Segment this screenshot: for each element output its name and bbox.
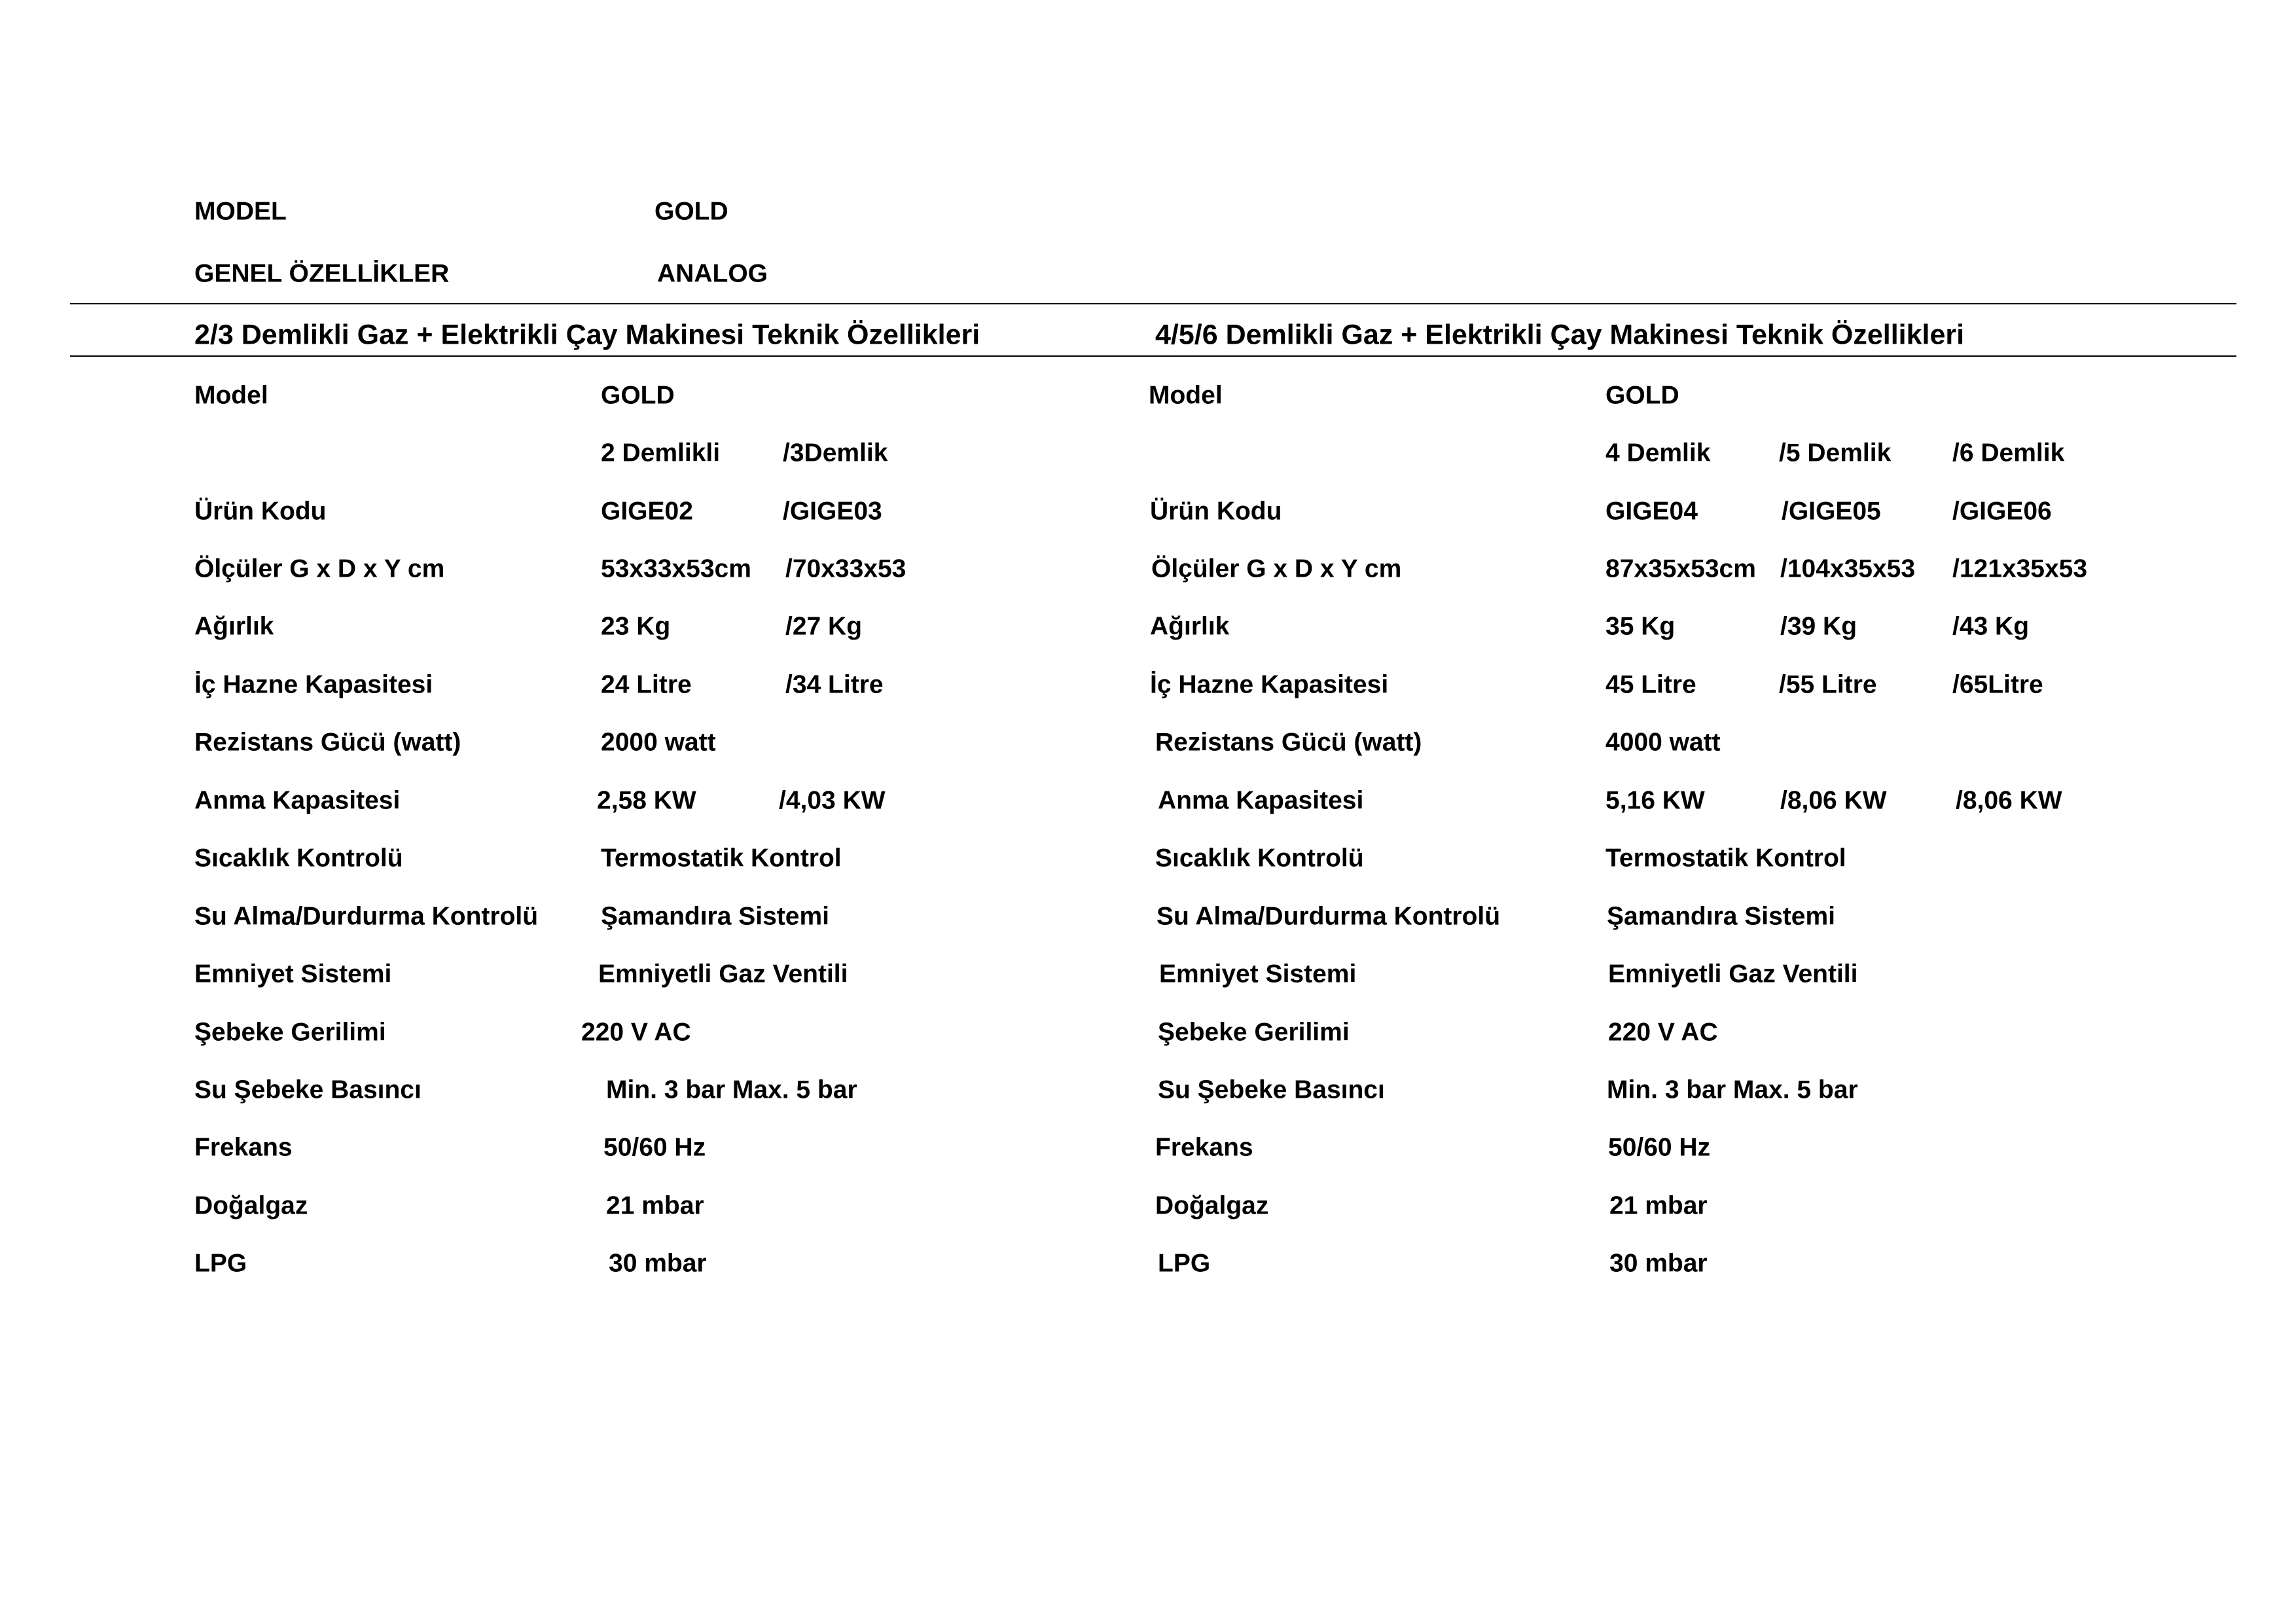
left-row-value: /27 Kg <box>785 612 863 641</box>
right-row-value: /55 Litre <box>1779 670 1877 699</box>
left-row-label: LPG <box>194 1249 247 1278</box>
right-row-label: Emniyet Sistemi <box>1159 960 1357 988</box>
right-row-value: 45 Litre <box>1605 670 1696 699</box>
right-row-value: /8,06 KW <box>1780 786 1887 815</box>
left-row-label: Frekans <box>194 1133 293 1162</box>
right-row-label: Sıcaklık Kontrolü <box>1155 844 1364 873</box>
left-row-value: GOLD <box>601 381 675 410</box>
left-row-label: Su Alma/Durdurma Kontrolü <box>194 902 539 931</box>
right-table-title: 4/5/6 Demlikli Gaz + Elektrikli Çay Makinesi Teknik Özellikleri <box>1155 319 1965 351</box>
left-row-label: Anma Kapasitesi <box>194 786 401 815</box>
right-row-value: /65Litre <box>1952 670 2043 699</box>
right-row-value: /GIGE06 <box>1952 497 2052 526</box>
right-row-value: /104x35x53 <box>1780 554 1916 583</box>
right-row-value: GOLD <box>1605 381 1679 410</box>
right-row-value: 21 mbar <box>1609 1191 1708 1220</box>
left-row-label: Rezistans Gücü (watt) <box>194 728 461 757</box>
left-row-label: Sıcaklık Kontrolü <box>194 844 403 873</box>
right-row-label: Su Alma/Durdurma Kontrolü <box>1157 902 1501 931</box>
general-features-label: GENEL ÖZELLİKLER <box>194 259 450 288</box>
left-row-value: /3Demlik <box>783 439 888 467</box>
right-row-value: /8,06 KW <box>1956 786 2062 815</box>
left-row-label: Ağırlık <box>194 612 274 641</box>
right-row-value: /GIGE05 <box>1782 497 1881 526</box>
right-row-label: Frekans <box>1155 1133 1253 1162</box>
right-row-label: Rezistans Gücü (watt) <box>1155 728 1422 757</box>
right-row-value: /43 Kg <box>1952 612 2030 641</box>
left-row-value: 2 Demlikli <box>601 439 721 467</box>
right-row-value: GIGE04 <box>1605 497 1698 526</box>
left-row-label: Model <box>194 381 268 410</box>
model-value: GOLD <box>655 197 728 226</box>
left-row-value: 30 mbar <box>609 1249 707 1278</box>
right-row-value: /5 Demlik <box>1779 439 1892 467</box>
right-row-value: /39 Kg <box>1780 612 1857 641</box>
left-row-value: /GIGE03 <box>783 497 882 526</box>
top-divider <box>70 303 2236 304</box>
model-label: MODEL <box>194 197 287 226</box>
right-row-label: Model <box>1149 381 1223 410</box>
right-row-value: 30 mbar <box>1609 1249 1708 1278</box>
right-row-value: 220 V AC <box>1608 1018 1718 1047</box>
right-row-label: Ürün Kodu <box>1150 497 1282 526</box>
left-row-value: 50/60 Hz <box>603 1133 706 1162</box>
right-row-label: Ağırlık <box>1150 612 1230 641</box>
right-row-value: /121x35x53 <box>1952 554 2088 583</box>
bottom-divider <box>70 355 2236 357</box>
left-row-label: Şebeke Gerilimi <box>194 1018 386 1047</box>
left-row-value: Termostatik Kontrol <box>601 844 842 873</box>
left-row-value: Şamandıra Sistemi <box>601 902 829 931</box>
right-row-value: 5,16 KW <box>1605 786 1705 815</box>
right-row-label: Su Şebeke Basıncı <box>1158 1075 1385 1104</box>
left-row-value: /70x33x53 <box>785 554 906 583</box>
left-row-label: İç Hazne Kapasitesi <box>194 670 433 699</box>
left-row-value: Emniyetli Gaz Ventili <box>598 960 848 988</box>
right-row-value: 4 Demlik <box>1605 439 1711 467</box>
right-row-label: Anma Kapasitesi <box>1158 786 1364 815</box>
left-row-value: /34 Litre <box>785 670 884 699</box>
left-row-label: Su Şebeke Basıncı <box>194 1075 422 1104</box>
right-row-value: 35 Kg <box>1605 612 1676 641</box>
right-row-value: Termostatik Kontrol <box>1605 844 1846 873</box>
left-row-value: 2,58 KW <box>597 786 696 815</box>
left-row-label: Ölçüler G x D x Y cm <box>194 554 445 583</box>
right-row-label: LPG <box>1158 1249 1211 1278</box>
right-row-label: Ölçüler G x D x Y cm <box>1151 554 1402 583</box>
right-row-value: /6 Demlik <box>1952 439 2065 467</box>
left-row-label: Emniyet Sistemi <box>194 960 392 988</box>
left-row-value: 21 mbar <box>606 1191 704 1220</box>
right-row-value: 87x35x53cm <box>1605 554 1756 583</box>
left-row-value: /4,03 KW <box>779 786 886 815</box>
left-row-value: 53x33x53cm <box>601 554 751 583</box>
left-row-value: 220 V AC <box>581 1018 691 1047</box>
general-features-value: ANALOG <box>657 259 768 288</box>
right-row-label: İç Hazne Kapasitesi <box>1150 670 1389 699</box>
right-row-value: 50/60 Hz <box>1608 1133 1711 1162</box>
right-row-value: Min. 3 bar Max. 5 bar <box>1607 1075 1858 1104</box>
left-table-title: 2/3 Demlikli Gaz + Elektrikli Çay Makinesi Teknik Özellikleri <box>194 319 980 351</box>
right-row-label: Şebeke Gerilimi <box>1158 1018 1350 1047</box>
left-row-label: Doğalgaz <box>194 1191 308 1220</box>
left-row-value: 2000 watt <box>601 728 716 757</box>
left-row-value: 23 Kg <box>601 612 671 641</box>
left-row-value: 24 Litre <box>601 670 692 699</box>
left-row-value: GIGE02 <box>601 497 693 526</box>
left-row-value: Min. 3 bar Max. 5 bar <box>606 1075 857 1104</box>
right-row-label: Doğalgaz <box>1155 1191 1269 1220</box>
right-row-value: Emniyetli Gaz Ventili <box>1608 960 1858 988</box>
right-row-value: Şamandıra Sistemi <box>1607 902 1835 931</box>
left-row-label: Ürün Kodu <box>194 497 327 526</box>
right-row-value: 4000 watt <box>1605 728 1721 757</box>
